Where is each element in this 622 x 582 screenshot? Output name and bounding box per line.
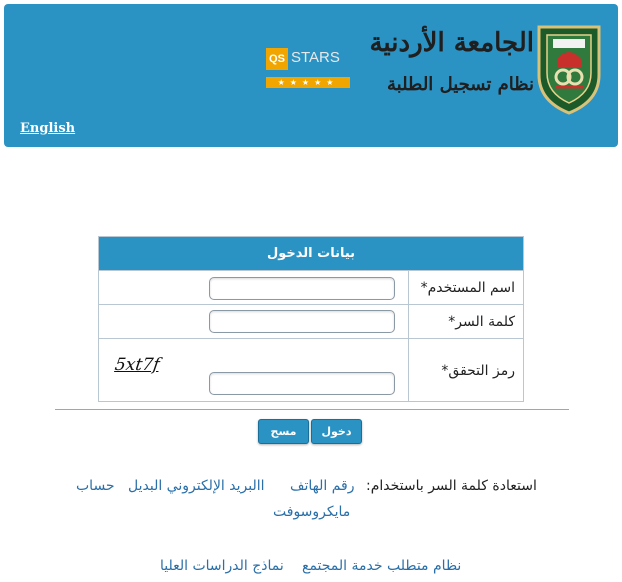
university-crest-icon — [535, 23, 603, 115]
password-input[interactable] — [209, 310, 395, 333]
captcha-image: 5xt7f — [113, 355, 161, 375]
username-row — [99, 270, 523, 305]
header-banner — [4, 4, 618, 147]
qs-badge: QS — [266, 48, 288, 70]
password-recovery-label: استعادة كلمة السر باستخدام: — [366, 478, 537, 494]
form-divider — [55, 409, 569, 410]
login-button[interactable]: دخول — [311, 419, 362, 444]
qs-stars-rating-icon: ★★★★★ — [266, 77, 350, 88]
login-panel — [98, 236, 524, 402]
system-name: نظام تسجيل الطلبة — [387, 74, 534, 95]
clear-button[interactable]: مسح — [258, 419, 309, 444]
login-panel-title: بيانات الدخول — [99, 237, 523, 270]
captcha-row — [99, 338, 523, 402]
community-service-link[interactable]: نظام متطلب خدمة المجتمع — [302, 558, 462, 574]
english-language-link[interactable]: English — [20, 121, 76, 136]
qs-stars-logo — [266, 48, 350, 90]
recover-by-microsoft-link-line1[interactable]: حساب — [76, 478, 115, 494]
username-label: اسم المستخدم* — [408, 271, 523, 305]
password-row — [99, 304, 523, 339]
captcha-input[interactable] — [209, 372, 395, 395]
recover-by-microsoft-link-line2[interactable]: مايكروسوفت — [273, 504, 351, 520]
password-label: كلمة السر* — [408, 305, 523, 339]
qs-stars-text: STARS — [291, 49, 340, 66]
username-input[interactable] — [209, 277, 395, 300]
recover-by-alt-email-link[interactable]: االبريد الإلكتروني البديل — [128, 478, 265, 494]
captcha-label: رمز التحقق* — [408, 339, 523, 402]
university-name: الجامعة الأردنية — [369, 28, 534, 58]
recover-by-phone-link[interactable]: رقم الهاتف — [290, 478, 355, 494]
graduate-forms-link[interactable]: نماذج الدراسات العليا — [160, 558, 284, 574]
